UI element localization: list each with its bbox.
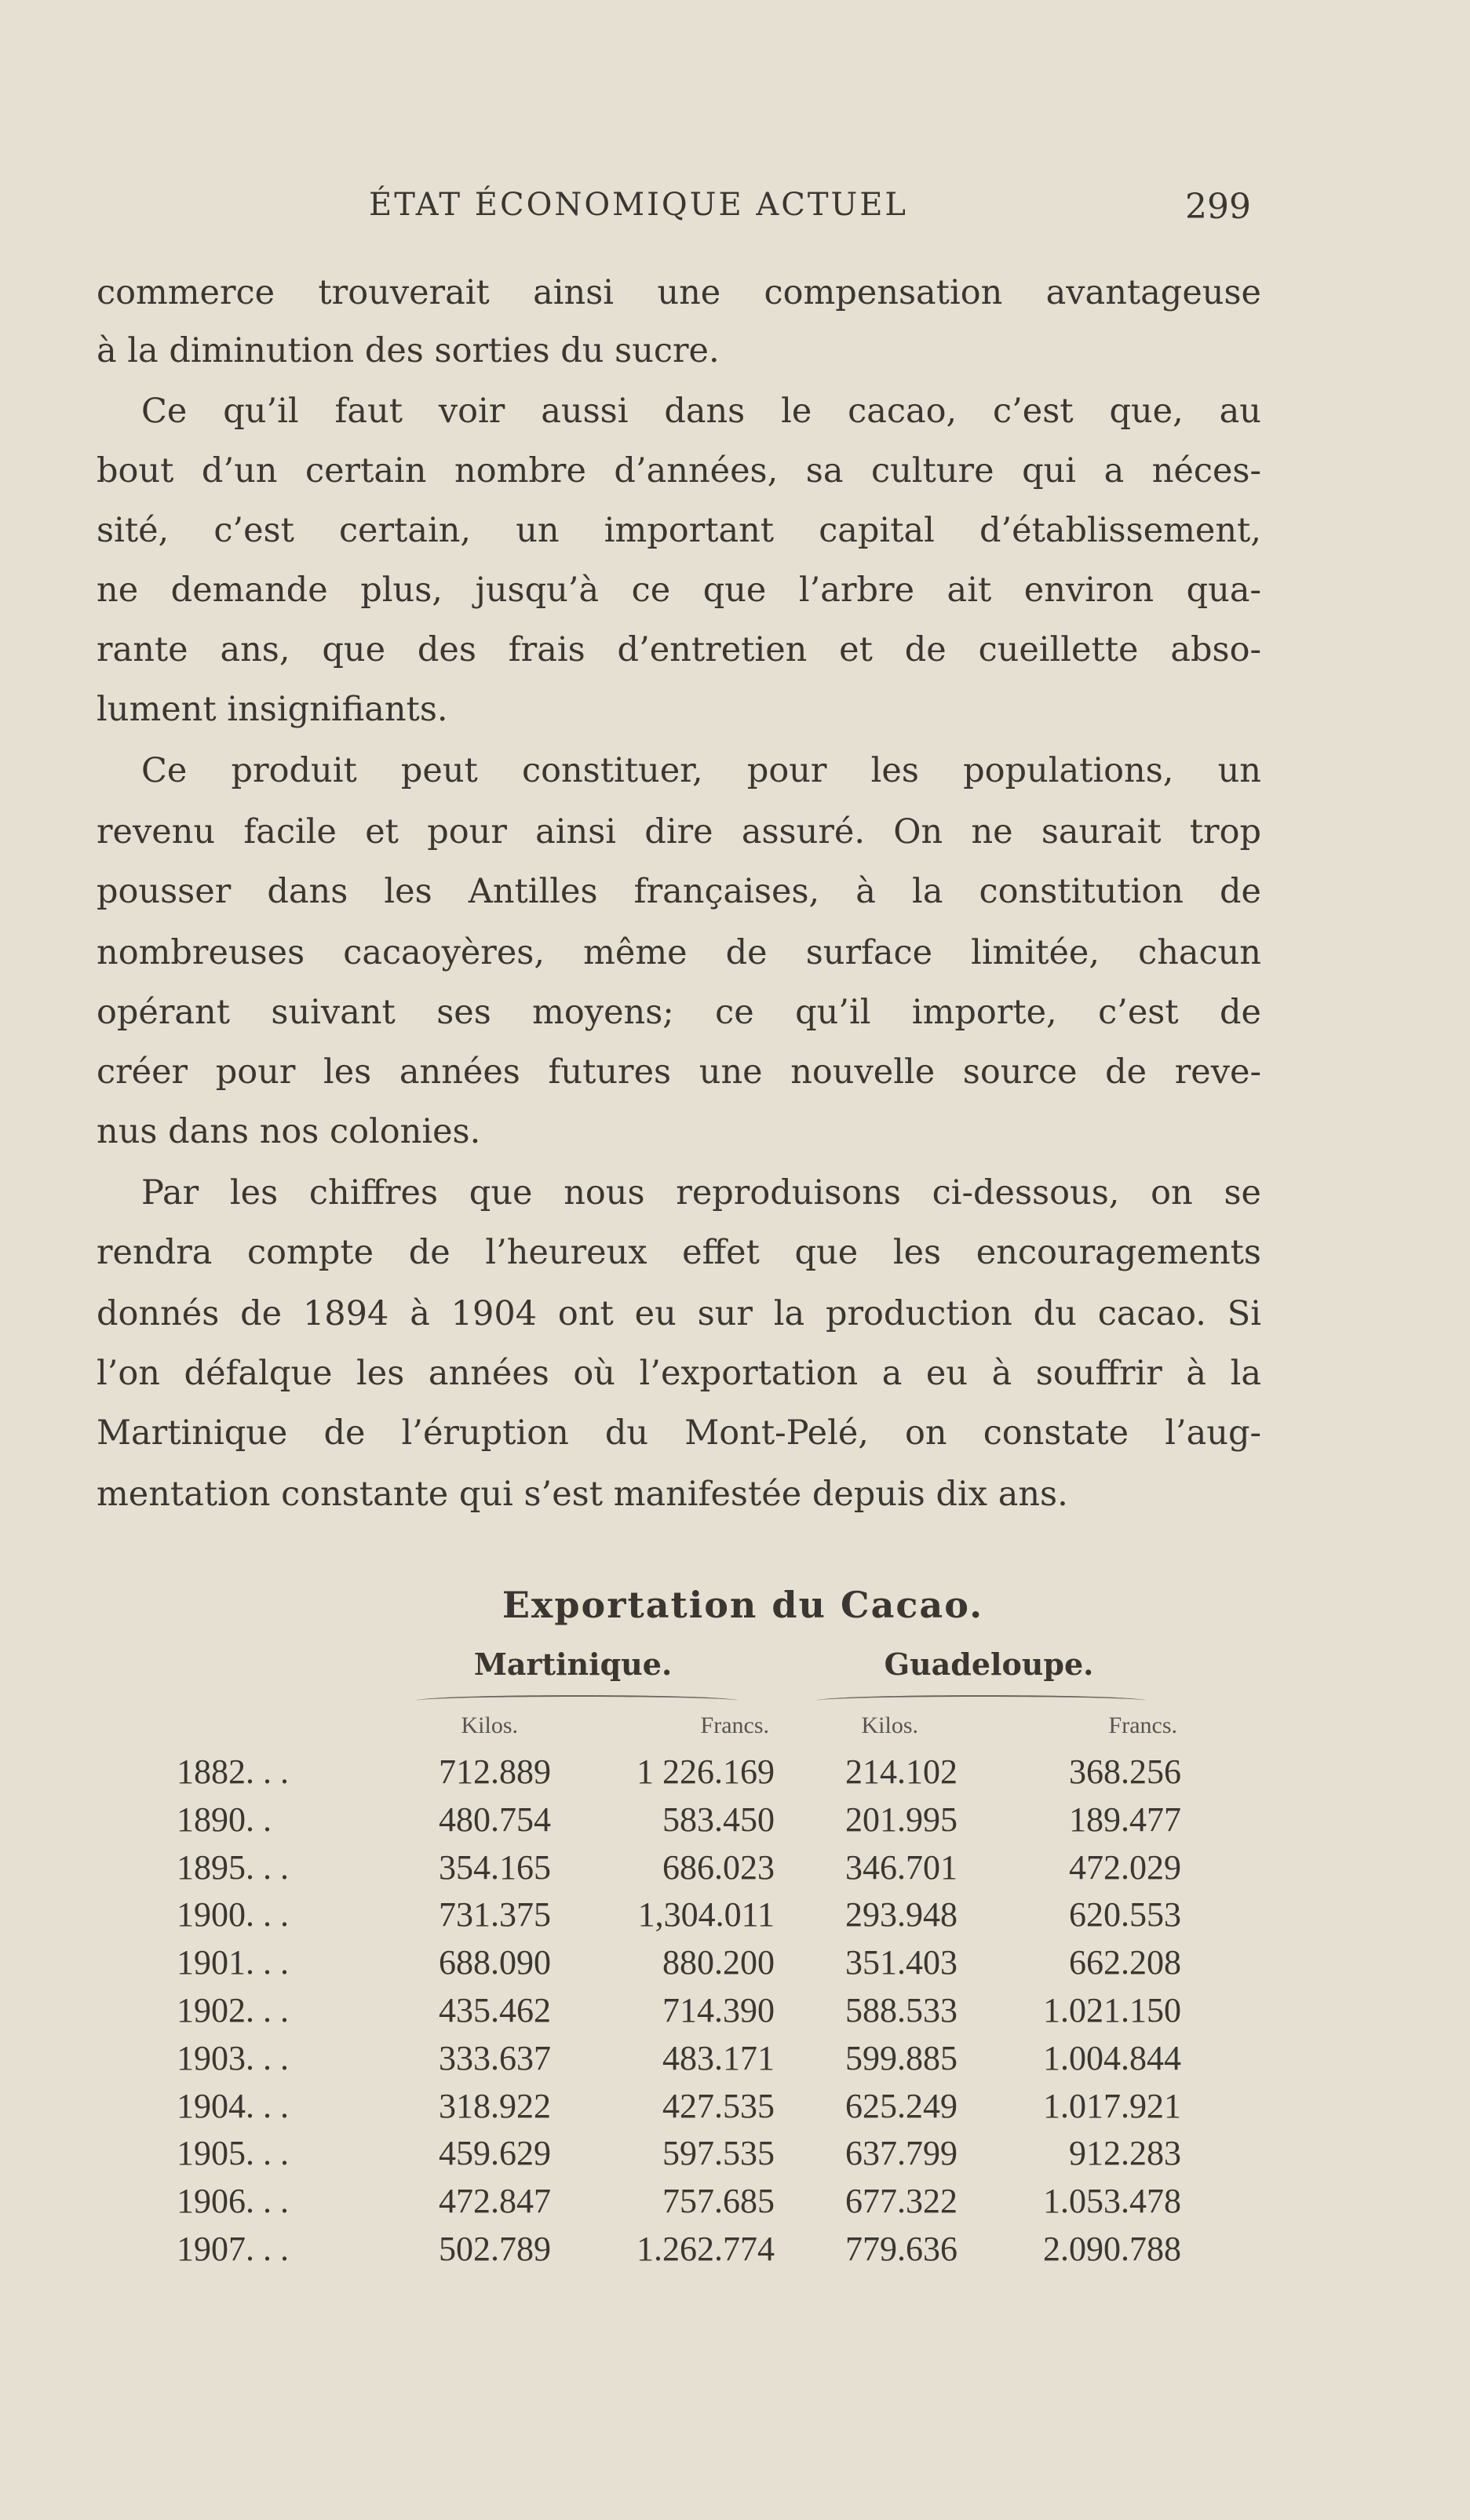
year-cell: 1904. . .	[177, 2086, 289, 2125]
value-cell: 597.535	[662, 2134, 775, 2173]
year-cell: 1900. . .	[177, 1895, 289, 1935]
year-cell: 1905. . .	[177, 2134, 289, 2173]
value-cell: 1.262.774	[637, 2230, 775, 2268]
table-row	[0, 2229, 1470, 2276]
value-cell: 502.789	[439, 2230, 551, 2268]
value-cell: 368.256	[1069, 1752, 1181, 1791]
text-line: ne demande plus, jusqu’à ce que l’arbre ait environ qua-	[97, 571, 1261, 610]
value-cell: 620.553	[1069, 1895, 1181, 1935]
value-cell: 472.847	[439, 2182, 551, 2221]
year-cell: 1902. . .	[177, 1991, 289, 2029]
value-cell: 1,304.011	[637, 1895, 775, 1935]
value-cell: 472.029	[1069, 1847, 1181, 1887]
value-cell: 459.629	[439, 2134, 551, 2173]
table-row	[0, 1800, 1470, 1847]
group-header-guadeloupe: Guadeloupe.	[884, 1647, 1094, 1682]
text-line: nus dans nos colonies.	[97, 1112, 481, 1151]
column-header: Francs.	[700, 1712, 769, 1738]
page-number: 299	[1185, 187, 1251, 227]
year-cell: 1907. . .	[177, 2230, 289, 2268]
value-cell: 201.995	[845, 1800, 958, 1839]
text-line: rendra compte de l’heureux effet que les encouragements	[97, 1233, 1261, 1272]
text-line: Par les chiffres que nous reproduisons ci-dessous, on se	[141, 1173, 1261, 1213]
table-row	[0, 2181, 1470, 2228]
text-line: commerce trouverait ainsi une compensation avantageuse	[97, 273, 1261, 312]
value-cell: 1.053.478	[1043, 2182, 1181, 2221]
value-cell: 731.375	[439, 1895, 551, 1935]
text-line: sité, c’est certain, un important capital d’établissement,	[97, 511, 1261, 550]
value-cell: 583.450	[662, 1800, 775, 1839]
running-title: ÉTAT ÉCONOMIQUE ACTUEL	[369, 187, 908, 223]
value-cell: 214.102	[845, 1752, 958, 1791]
value-cell: 880.200	[662, 1943, 775, 1982]
year-cell: 1901. . .	[177, 1943, 289, 1982]
text-line: Martinique de l’éruption du Mont-Pelé, on constate l’aug-	[97, 1413, 1261, 1453]
value-cell: 688.090	[439, 1943, 551, 1982]
value-cell: 480.754	[439, 1800, 551, 1839]
value-cell: 599.885	[845, 2038, 958, 2077]
table-row	[0, 1990, 1470, 2037]
text-line: Ce qu’il faut voir aussi dans le cacao, c’est que, au	[141, 392, 1261, 431]
year-cell: 1890. .	[177, 1800, 272, 1839]
table-row	[0, 2133, 1470, 2180]
value-cell: 677.322	[845, 2182, 958, 2221]
value-cell: 354.165	[439, 1847, 551, 1887]
value-cell: 189.477	[1069, 1800, 1181, 1839]
column-header: Kilos.	[861, 1712, 918, 1738]
value-cell: 1.004.844	[1043, 2038, 1181, 2077]
table-row	[0, 1752, 1470, 1799]
value-cell: 757.685	[662, 2182, 775, 2221]
value-cell: 346.701	[845, 1847, 958, 1887]
value-cell: 912.283	[1069, 2134, 1181, 2173]
column-header: Kilos.	[461, 1712, 518, 1738]
table-row	[0, 1847, 1470, 1895]
column-header: Francs.	[1108, 1712, 1177, 1738]
text-line: nombreuses cacaoyères, même de surface limitée, chacun	[97, 933, 1261, 972]
year-cell: 1906. . .	[177, 2182, 289, 2221]
text-line: revenu facile et pour ainsi dire assuré. On ne saurait trop	[97, 812, 1261, 852]
value-cell: 686.023	[662, 1847, 775, 1887]
text-line: mentation constante qui s’est manifestée depuis dix ans.	[97, 1475, 1068, 1514]
group-brace	[416, 1695, 738, 1706]
value-cell: 318.922	[439, 2086, 551, 2125]
year-cell: 1895. . .	[177, 1847, 289, 1887]
value-cell: 333.637	[439, 2038, 551, 2077]
year-cell: 1903. . .	[177, 2038, 289, 2077]
text-line: opérant suivant ses moyens; ce qu’il importe, c’est de	[97, 993, 1261, 1032]
text-line: bout d’un certain nombre d’années, sa culture qui a néces-	[97, 451, 1261, 491]
table-row	[0, 1942, 1470, 1989]
text-line: Ce produit peut constituer, pour les populations, un	[141, 751, 1261, 790]
text-line: créer pour les années futures une nouvelle source de reve-	[97, 1052, 1261, 1092]
value-cell: 2.090.788	[1043, 2230, 1181, 2268]
value-cell: 435.462	[439, 1991, 551, 2029]
value-cell: 483.171	[662, 2038, 775, 2077]
value-cell: 662.208	[1069, 1943, 1181, 1982]
value-cell: 588.533	[845, 1991, 958, 2029]
value-cell: 1.017.921	[1043, 2086, 1181, 2125]
value-cell: 625.249	[845, 2086, 958, 2125]
table-title: Exportation du Cacao.	[502, 1584, 984, 1626]
text-line: donnés de 1894 à 1904 ont eu sur la production du cacao. Si	[97, 1294, 1261, 1333]
value-cell: 712.889	[439, 1752, 551, 1791]
table-row	[0, 2038, 1470, 2085]
value-cell: 293.948	[845, 1895, 958, 1935]
group-header-martinique: Martinique.	[473, 1647, 673, 1682]
text-line: lument insignifiants.	[97, 690, 448, 729]
value-cell: 1.021.150	[1043, 1991, 1181, 2029]
value-cell: 637.799	[845, 2134, 958, 2173]
value-cell: 779.636	[845, 2230, 958, 2268]
year-cell: 1882. . .	[177, 1752, 289, 1791]
text-line: pousser dans les Antilles françaises, à la constitution de	[97, 872, 1261, 911]
value-cell: 351.403	[845, 1943, 958, 1982]
table-row	[0, 1895, 1470, 1942]
value-cell: 1 226.169	[637, 1752, 775, 1791]
value-cell: 427.535	[662, 2086, 775, 2125]
text-line: à la diminution des sorties du sucre.	[97, 331, 720, 370]
text-line: l’on défalque les années où l’exportation a eu à souffrir à la	[97, 1354, 1261, 1393]
table-row	[0, 2086, 1470, 2133]
text-line: rante ans, que des frais d’entretien et de cueillette abso-	[97, 630, 1261, 669]
group-brace	[816, 1695, 1146, 1706]
value-cell: 714.390	[662, 1991, 775, 2029]
